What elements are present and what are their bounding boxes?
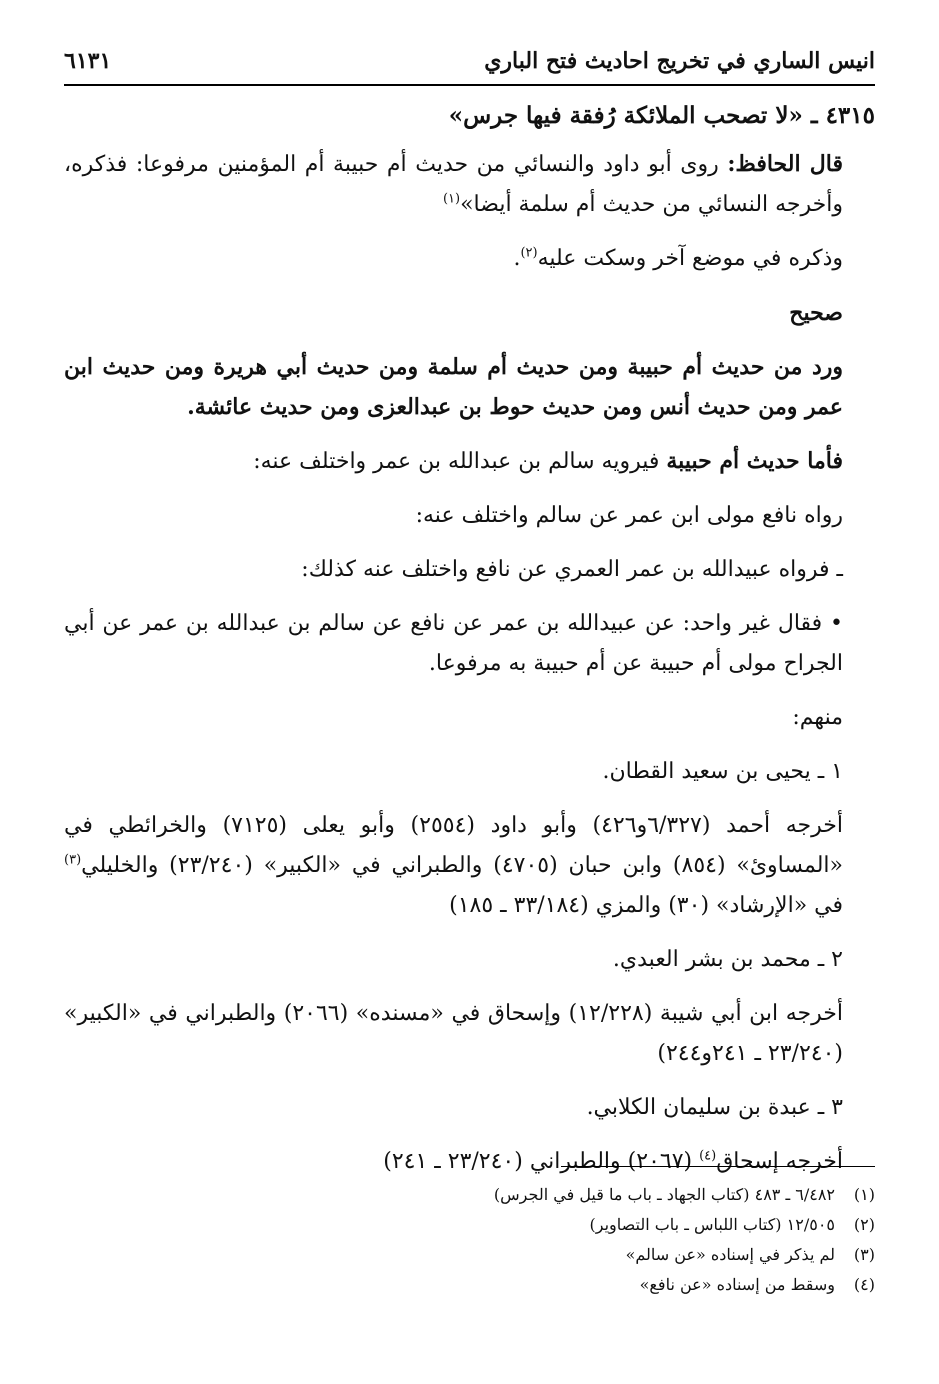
narrator-3-sources-b: (٢٠٦٧) والطبراني (٢٣/٢٤٠ ـ ٢٤١) bbox=[383, 1149, 700, 1174]
footnote-text: ١٢/٥٠٥ (كتاب اللباس ـ باب التصاوير) bbox=[589, 1215, 835, 1234]
footnote-text: لم يذكر في إسناده «عن سالم» bbox=[625, 1245, 835, 1264]
umm-habiba-text: فيرويه سالم بن عبدالله بن عمر واختلف عنه: bbox=[253, 449, 667, 474]
paragraph-minhum: منهم: bbox=[792, 705, 843, 730]
footnote-number: (١) bbox=[853, 1185, 875, 1204]
paragraph-ubaydullah: ـ فرواه عبيدالله بن عمر العمري عن نافع واختلف عنه كذلك: bbox=[301, 557, 843, 582]
narrator-3-sources-a: أخرجه إسحاق bbox=[716, 1149, 843, 1174]
book-title: انيس الساري في تخريج احاديث فتح الباري bbox=[484, 48, 875, 74]
footnote-2 bbox=[200, 1210, 875, 1240]
footnote-text: ٦/٤٨٢ ـ ٤٨٣ (كتاب الجهاد ـ باب ما قيل في الجرس) bbox=[493, 1185, 835, 1204]
mention-paragraph bbox=[64, 239, 875, 279]
main-text bbox=[64, 96, 875, 1196]
hafiz-quote bbox=[64, 144, 875, 225]
footnote-number: (٤) bbox=[853, 1275, 875, 1294]
umm-habiba-label: فأما حديث أم حبيبة bbox=[666, 448, 843, 474]
mention-end: . bbox=[513, 246, 521, 271]
running-header bbox=[64, 38, 875, 86]
footnote-number: (٢) bbox=[853, 1215, 875, 1234]
page-number: ٦١٣١ bbox=[64, 48, 112, 74]
paragraph-ghayr-wahid: • فقال غير واحد: عن عبيدالله بن عمر عن نافع عن سالم بن عبدالله بن عمر عن أبي الجراح مولى أم حبيبة عن أم حبيبة به مرفوعا. bbox=[64, 611, 843, 676]
footnotes bbox=[200, 1180, 875, 1300]
routes-paragraph: ورد من حديث أم حبيبة ومن حديث أم سلمة ومن حديث أبي هريرة ومن حديث ابن عمر ومن حديث أنس ومن حديث حوط بن عبدالعزى ومن حديث عائشة. bbox=[64, 354, 843, 420]
verdict: صحيح bbox=[789, 300, 843, 326]
narrator-3: ٣ ـ عبدة بن سليمان الكلابي. bbox=[586, 1095, 843, 1120]
footnote-ref-3[interactable]: (٣) bbox=[64, 852, 82, 868]
narrator-2-sources: أخرجه ابن أبي شيبة (١٢/٢٢٨) وإسحاق في «مسنده» (٢٠٦٦) والطبراني في «الكبير» (٢٣/٢٤٠ ـ ٢٤١و٢٤٤) bbox=[64, 1001, 843, 1066]
paragraph-nafi: رواه نافع مولى ابن عمر عن سالم واختلف عنه: bbox=[415, 503, 843, 528]
footnote-text: وسقط من إسناده «عن نافع» bbox=[639, 1275, 835, 1294]
narrator-2: ٢ ـ محمد بن بشر العبدي. bbox=[612, 947, 843, 972]
narrator-1-sources-b: في «الإرشاد» (٣٠) والمزي (٣٣/١٨٤ ـ ١٨٥) bbox=[449, 893, 843, 918]
hafiz-text: روى أبو داود والنسائي من حديث أم حبيبة أم المؤمنين مرفوعا: فذكره، وأخرجه النسائي من حديث أم سلمة أيضا» bbox=[64, 152, 843, 217]
footnote-number: (٣) bbox=[853, 1245, 875, 1264]
hadith-title: ٤٣١٥ ـ «لا تصحب الملائكة رُفقة فيها جرس» bbox=[448, 102, 875, 129]
mention-text: وذكره في موضع آخر وسكت عليه bbox=[537, 246, 843, 271]
narrator-1: ١ ـ يحيى بن سعيد القطان. bbox=[602, 759, 843, 784]
footnote-ref-2[interactable]: (٢) bbox=[520, 245, 538, 261]
narrator-3-sources bbox=[64, 1142, 875, 1182]
hafiz-label: قال الحافظ: bbox=[727, 151, 843, 177]
footnote-divider bbox=[561, 1166, 875, 1167]
narrator-1-sources bbox=[64, 806, 875, 926]
footnote-1 bbox=[200, 1180, 875, 1210]
narrator-1-sources-a: أخرجه أحمد (٦/٣٢٧و٤٢٦) وأبو داود (٢٥٥٤) وأبو يعلى (٧١٢٥) والخرائطي في «المساوئ» (٨٥٤) وابن حبان (٤٧٠٥) والطبراني في «الكبير» (٢٣/٢٤٠) والخليلي bbox=[64, 813, 844, 878]
footnote-3 bbox=[200, 1240, 875, 1270]
footnote-ref-1[interactable]: (١) bbox=[442, 191, 461, 207]
footnote-4 bbox=[200, 1270, 875, 1300]
footnote-ref-4[interactable]: (٤) bbox=[699, 1148, 717, 1164]
paragraph-umm-habiba bbox=[64, 441, 875, 482]
